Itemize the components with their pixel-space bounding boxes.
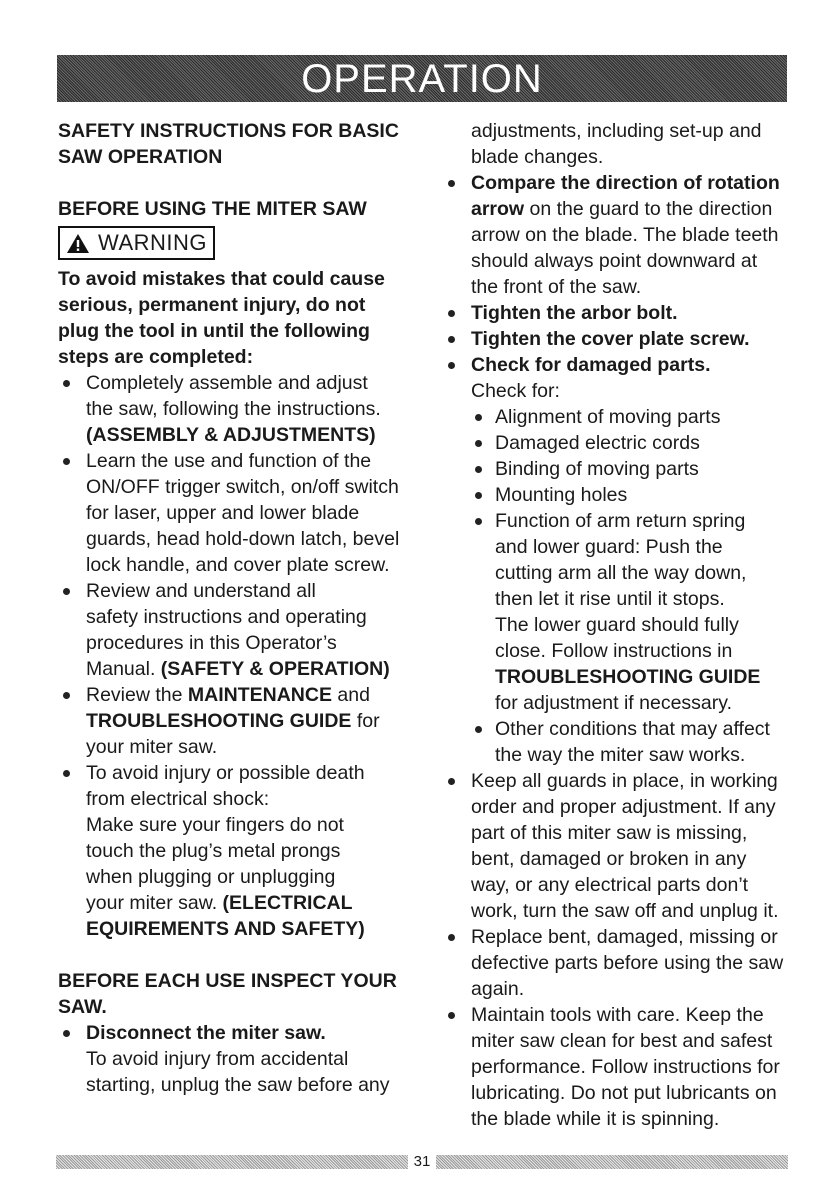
list-item: Review the MAINTENANCE and TROUBLESHOOTING GUIDE for your miter saw. [58,682,413,760]
check-list [471,404,793,768]
check-item: Damaged electric cords [471,430,793,456]
list-item: Replace bent, damaged, missing or defective parts before using the saw again. [443,924,793,1002]
list-item: Tighten the arbor bolt. [443,300,793,326]
inspect-list-continued [443,170,793,1132]
check-item: Alignment of moving parts [471,404,793,430]
subsection-heading: BEFORE EACH USE INSPECT YOUR SAW. [58,970,397,1018]
footer-rule-left [56,1155,408,1169]
list-item: Learn the use and function of the ON/OFF trigger switch, on/off switch for laser, upper and lower blade guards, head hold-down latch, bevel lock handle, and cover plate screw. [58,448,413,578]
list-item: Keep all guards in place, in working order and proper adjustment. If any part of this miter saw is missing, bent, damaged or broken in any way, or any electrical parts don’t work, turn the saw off and unplug it. [443,768,793,924]
list-item: Disconnect the miter saw. To avoid injury from accidental starting, unplug the saw before any [58,1020,413,1098]
section-heading: SAFETY INSTRUCTIONS FOR BASIC SAW OPERATION [58,120,399,168]
list-item: Tighten the cover plate screw. [443,326,793,352]
list-item: Completely assemble and adjust the saw, following the instructions. (ASSEMBLY & ADJUSTMENTS) [58,370,413,448]
inspect-list [58,1020,413,1098]
right-column [443,118,793,1132]
list-item: To avoid injury or possible death from electrical shock: Make sure your fingers do not touch the plug’s metal prongs when plugging or unplugging your miter saw. (ELECTRICAL EQUIREMENTS AND SAFETY) [58,760,413,942]
check-item: Binding of moving parts [471,456,793,482]
list-item: Review and understand all safety instructions and operating procedures in this Operator’s Manual. (SAFETY & OPERATION) [58,578,413,682]
warning-triangle-icon [66,233,90,254]
list-item: Compare the direction of rotation arrow on the guard to the direction arrow on the blade. The blade teeth should always point downward at the front of the saw. [443,170,793,300]
warning-intro: To avoid mistakes that could cause serious, permanent injury, do not plug the tool in until the following steps are completed: [58,268,385,368]
subsection-heading: BEFORE USING THE MITER SAW [58,198,367,220]
page-footer [56,1154,788,1170]
check-item: Mounting holes [471,482,793,508]
continued-text: adjustments, including set-up and blade changes. [471,120,762,168]
footer-rule-right [436,1155,788,1169]
check-item: Function of arm return spring and lower guard: Push the cutting arm all the way down, then let it rise until it stops. The lower guard should fully close. Follow instructions in TROUBLESHOOTING GUIDE for adjustment if necessary. [471,508,793,716]
check-item: Other conditions that may affect the way the miter saw works. [471,716,793,768]
list-item: Check for damaged parts. Check for: Alignment of moving parts Damaged electric cords Binding of moving parts Mounting holes Function of arm return spring and lower guard: Push the cutting arm all the way down, then let it rise until it stops. The lower guard should fully close. Follow instructions in TROUBLESHOOTING GUIDE for adjustment if necessary. Other conditions that may affect the way the miter saw works. [443,352,793,768]
section-banner [57,55,787,102]
page-title: OPERATION [301,56,543,101]
warning-box [58,226,215,260]
page-number: 31 [413,1153,431,1170]
list-item: Maintain tools with care. Keep the miter saw clean for best and safest performance. Follow instructions for lubricating. Do not put lubricants on the blade while it is spinning. [443,1002,793,1132]
left-column [58,118,413,1098]
before-use-list [58,370,413,942]
warning-label: WARNING [98,230,208,255]
